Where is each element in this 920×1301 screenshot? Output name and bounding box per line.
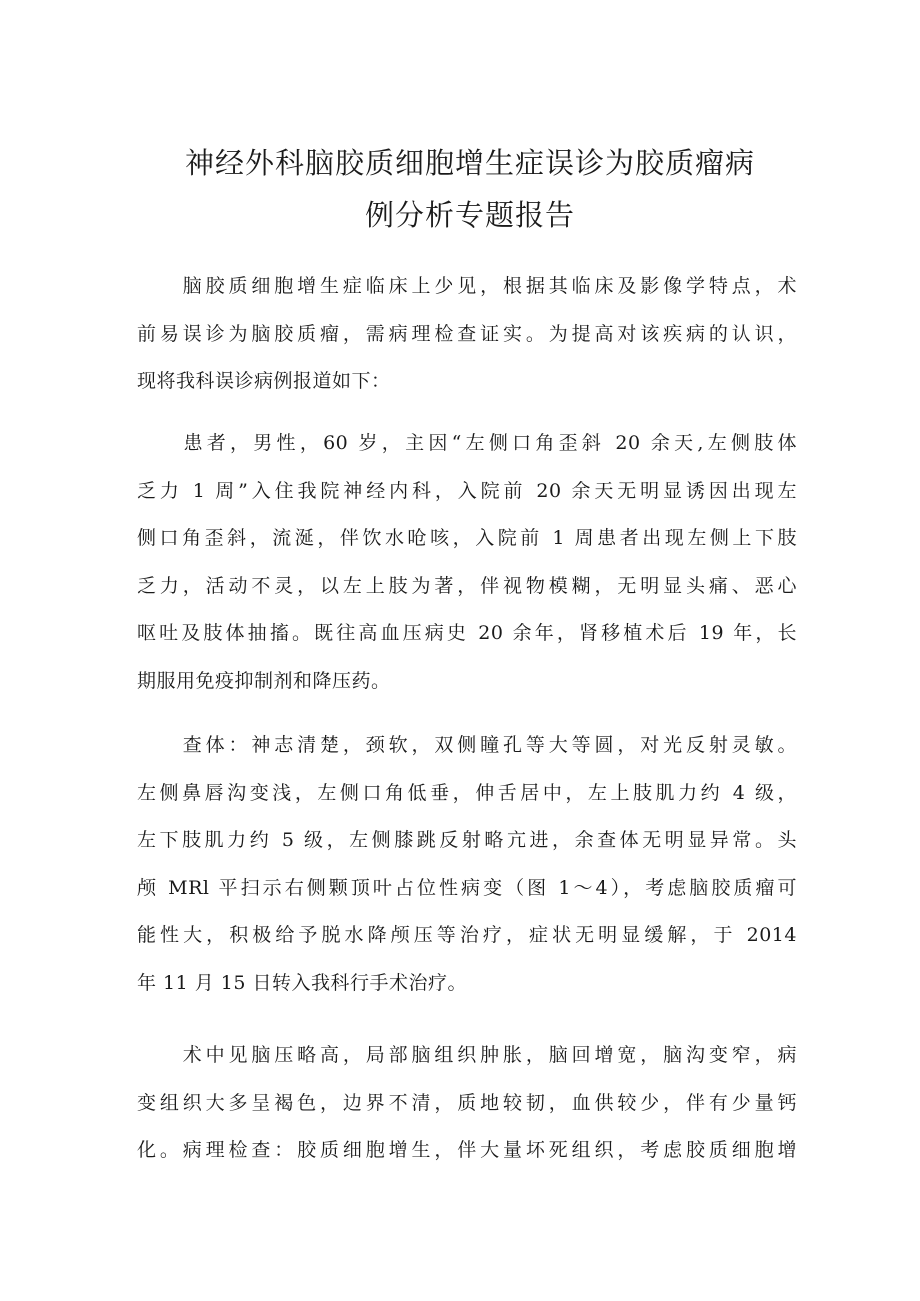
paragraph-line: 左下肢肌力约 5 级，左侧膝跳反射略亢进，余查体无明显异常。头 <box>137 829 797 851</box>
paragraph-line: 能性大，积极给予脱水降颅压等治疗，症状无明显缓解，于 2014 <box>137 924 797 946</box>
paragraph-surgery <box>137 1032 797 1175</box>
title-line-2: 例分析专题报告 <box>364 198 575 232</box>
paragraph-examination <box>137 722 797 1007</box>
title-line-1: 神经外科脑胶质细胞增生症误诊为胶质瘤病 <box>184 146 755 180</box>
paragraph-line: 乏力 1 周”入住我院神经内科，入院前 20 余天无明显诱因出现左 <box>137 479 797 502</box>
paragraph-line: 期服用免疫抑制剂和降压药。 <box>137 669 391 692</box>
paragraph-line: 年 11 月 15 日转入我科行手术治疗。 <box>137 971 468 994</box>
paragraph-line: 脑胶质细胞增生症临床上少见，根据其临床及影像学特点，术 <box>137 275 797 297</box>
paragraph-case-history <box>137 420 797 705</box>
paragraph-line: 变组织大多呈褐色，边界不清，质地较韧，血供较少，伴有少量钙 <box>137 1091 797 1114</box>
paragraph-line: 呕吐及肢体抽搐。既往高血压病史 20 余年，肾移植术后 19 年，长 <box>137 622 797 644</box>
paragraph-line: 乏力，活动不灵，以左上肢为著，伴视物模糊，无明显头痛、恶心 <box>137 574 797 597</box>
paragraph-line: 化。病理检查：胶质细胞增生，伴大量坏死组织，考虑胶质细胞增 <box>137 1139 797 1161</box>
document-title <box>120 137 820 241</box>
paragraph-line: 现将我科误诊病例报道如下： <box>137 370 391 392</box>
paragraph-intro <box>137 263 797 406</box>
paragraph-line: 前易误诊为脑胶质瘤，需病理检查证实。为提高对该疾病的认识， <box>137 322 797 345</box>
paragraph-line: 侧口角歪斜，流涎，伴饮水呛咳，入院前 1 周患者出现左侧上下肢 <box>137 527 797 549</box>
paragraph-line: 查体：神志清楚，颈软，双侧瞳孔等大等圆，对光反射灵敏。 <box>137 734 797 756</box>
paragraph-line: 患者，男性，60 岁，主因“左侧口角歪斜 20 余天,左侧肢体 <box>137 432 797 454</box>
paragraph-line: 术中见脑压略高，局部脑组织肿胀，脑回增宽，脑沟变窄，病 <box>137 1044 797 1066</box>
paragraph-line: 颅 MRl 平扫示右侧颗顶叶占位性病变（图 1～4），考虑脑胶质瘤可 <box>137 876 797 899</box>
paragraph-line: 左侧鼻唇沟变浅，左侧口角低垂，伸舌居中，左上肢肌力约 4 级， <box>137 781 797 804</box>
